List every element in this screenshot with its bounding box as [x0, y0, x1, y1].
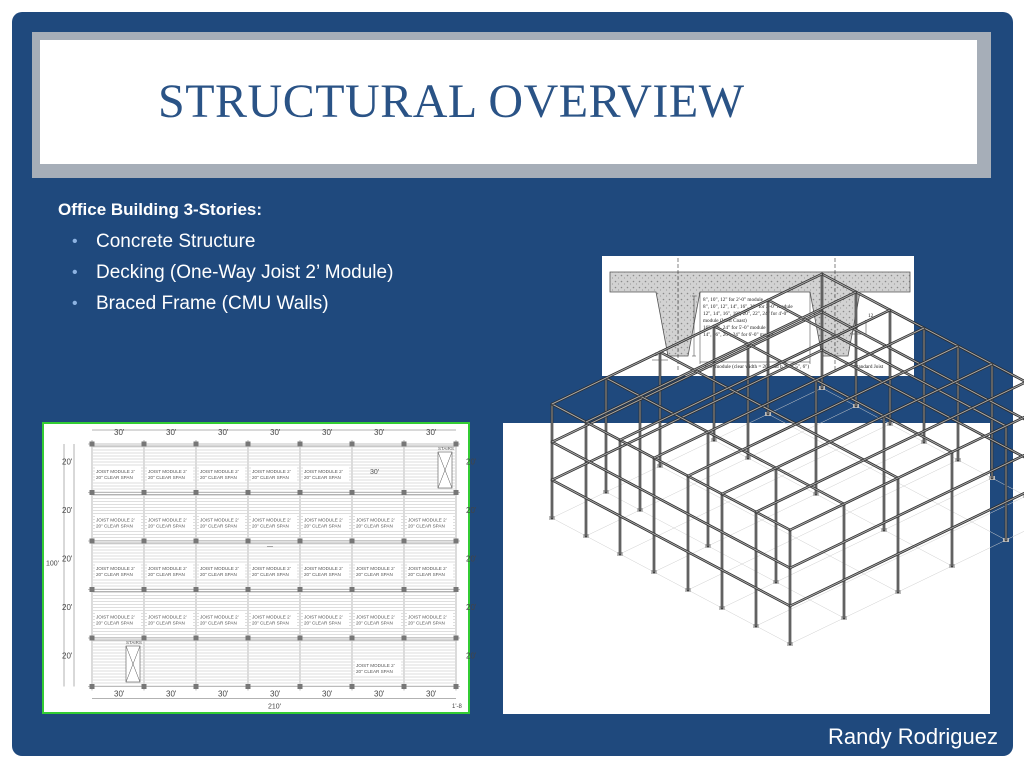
- depth-note-5: 16", 20", 24" for 5'-0" module: [703, 325, 766, 331]
- joist-span-label: 20" CLEAR SPAN: [356, 620, 393, 626]
- stairs-label: STAIRS: [126, 640, 142, 645]
- joist-module-label: JOIST MODULE 2': [356, 566, 395, 571]
- joist-span-label: 20" CLEAR SPAN: [408, 523, 445, 529]
- joist-module-label: JOIST MODULE 2': [96, 566, 135, 571]
- slope-rise-label: 12: [868, 313, 874, 319]
- bullet-heading: Office Building 3-Stories:: [58, 200, 263, 219]
- joist-module-label: JOIST MODULE 2': [148, 614, 187, 620]
- slide-title: STRUCTURAL OVERVIEW: [158, 75, 745, 128]
- joist-span-label: 20" CLEAR SPAN: [252, 620, 289, 626]
- title-box: [40, 40, 977, 164]
- plan-right-dimension: 20': [466, 457, 477, 467]
- joist-span-label: 20" CLEAR SPAN: [96, 475, 133, 480]
- joist-span-label: 20" CLEAR SPAN: [148, 475, 185, 480]
- joist-span-label: 20" CLEAR SPAN: [200, 572, 237, 577]
- joist-module-label: JOIST MODULE 2': [200, 566, 239, 571]
- bullet-dot-icon: •: [72, 295, 78, 312]
- plan-bottom-dimension: 30': [374, 689, 385, 699]
- core-marker: —: [267, 544, 273, 550]
- plan-top-dimension: 30': [322, 428, 333, 437]
- plan-right-dimension: 20': [466, 554, 477, 564]
- slope-run-label: 1: [854, 338, 857, 344]
- bullet-item: [72, 228, 393, 259]
- joist-span-label: 20" CLEAR SPAN: [252, 475, 289, 480]
- joist-module-label: JOIST MODULE 2': [200, 469, 239, 474]
- plan-scale-note: 1'-8: [452, 704, 462, 710]
- joist-module-label: JOIST MODULE 2': [96, 614, 135, 620]
- depth-note-1: 8", 10", 12" for 2'-0" module: [703, 297, 763, 303]
- joist-module-label: JOIST MODULE 2': [252, 566, 291, 571]
- plan-bottom-dimension: 30': [114, 689, 125, 699]
- module-note: 2'-0" module (clear width = 20" and b = 4", 5", 6"): [704, 364, 810, 370]
- joist-span-label: 20" CLEAR SPAN: [252, 572, 289, 577]
- joist-span-label: 20" CLEAR SPAN: [96, 523, 133, 529]
- plan-top-dimension: 30': [166, 428, 177, 437]
- plan-left-dimension: 20': [62, 602, 73, 612]
- plan-right-dimension: 20': [466, 602, 477, 612]
- bay-label: 30': [370, 469, 380, 476]
- joist-module-label: JOIST MODULE 2': [148, 517, 187, 523]
- bullet-text: Decking (One-Way Joist 2’ Module): [96, 262, 394, 283]
- ground-line: [660, 466, 898, 592]
- joist-module-label: JOIST MODULE 2': [96, 517, 135, 523]
- bullet-dot-icon: •: [72, 233, 78, 250]
- plan-left-dimension: 20': [62, 457, 73, 467]
- joist-module-label: JOIST MODULE 2': [356, 663, 395, 668]
- joist-module-label: JOIST MODULE 2': [96, 469, 135, 474]
- joist-span-label: 20" CLEAR SPAN: [148, 620, 185, 626]
- bullet-list: [72, 228, 393, 321]
- joist-module-label: JOIST MODULE 2': [200, 517, 239, 523]
- plan-bottom-dimension: 30': [166, 689, 177, 699]
- plan-top-dimension: 30': [218, 428, 229, 437]
- bullet-item: [72, 259, 393, 290]
- joist-span-label: 20" CLEAR SPAN: [304, 523, 341, 529]
- joist-span-label: 20" CLEAR SPAN: [356, 572, 393, 577]
- joist-span-label: 20" CLEAR SPAN: [96, 572, 133, 577]
- bullet-text: Concrete Structure: [96, 231, 256, 252]
- plan-overall-height: 100': [46, 560, 60, 568]
- joist-span-label: 20" CLEAR SPAN: [304, 475, 341, 480]
- joist-span-label: 20" CLEAR SPAN: [200, 475, 237, 480]
- depth-note-4: module (West Coast): [703, 318, 747, 324]
- plan-bottom-dimension: 30': [322, 689, 333, 699]
- joist-module-label: JOIST MODULE 2': [252, 517, 291, 523]
- plan-top-dimension: 30': [270, 428, 281, 437]
- joist-span-label: 20" CLEAR SPAN: [252, 523, 289, 529]
- plan-top-dimension: 30': [114, 428, 125, 437]
- joist-span-label: 20" CLEAR SPAN: [356, 669, 393, 674]
- plan-top-dimension: 30': [374, 428, 385, 437]
- ground-line: [756, 496, 1024, 626]
- plan-bottom-dimension: 30': [218, 689, 229, 699]
- plan-top-dimension: 30': [426, 428, 437, 437]
- joist-module-label: JOIST MODULE 2': [148, 469, 187, 474]
- joist-module-label: JOIST MODULE 2': [200, 614, 239, 620]
- steel-beam: [790, 476, 1024, 606]
- plan-bottom-dimension: 30': [426, 689, 437, 699]
- plan-left-dimension: 20': [62, 505, 73, 515]
- ground-line: [790, 514, 1024, 644]
- steel-frame-3d-figure: [503, 423, 990, 714]
- standard-joist-label: Standard Joist: [854, 364, 884, 370]
- floor-plan-figure: [42, 422, 477, 714]
- joist-span-label: 20" CLEAR SPAN: [304, 620, 341, 626]
- joist-module-label: JOIST MODULE 2': [304, 566, 343, 571]
- joist-module-label: JOIST MODULE 2': [252, 614, 291, 620]
- depth-note-3: 12", 14", 16", 18", 20", 22", 24" for 4'-0": [703, 311, 789, 317]
- joist-span-label: 20" CLEAR SPAN: [356, 523, 393, 529]
- stairs-label: STAIRS: [438, 446, 454, 451]
- plan-right-dimension: 20': [466, 505, 477, 515]
- bullet-dot-icon: •: [72, 264, 78, 281]
- plan-bottom-dimension: 30': [270, 689, 281, 699]
- plan-overall-width: 210': [268, 703, 282, 711]
- joist-span-label: 20" CLEAR SPAN: [408, 572, 445, 577]
- plan-left-dimension: 20': [62, 554, 73, 564]
- steel-beam-highlight: [552, 480, 790, 606]
- bullet-text: Braced Frame (CMU Walls): [96, 293, 329, 314]
- joist-module-label: JOIST MODULE 2': [356, 517, 395, 523]
- joist-module-label: JOIST MODULE 2': [408, 517, 447, 523]
- joist-module-label: JOIST MODULE 2': [252, 469, 291, 474]
- joist-span-label: 20" CLEAR SPAN: [148, 523, 185, 529]
- depth-note-2: 8", 10", 12", 14", 16", 20" for 3'-0" module: [703, 304, 793, 310]
- presenter-name: Randy Rodriguez: [828, 724, 998, 749]
- joist-module-label: JOIST MODULE 2': [356, 614, 395, 620]
- joist-module-label: JOIST MODULE 2': [408, 566, 447, 571]
- joist-span-label: 20" CLEAR SPAN: [200, 523, 237, 529]
- floor-plan-drawing: [44, 424, 477, 712]
- joist-span-label: 20" CLEAR SPAN: [304, 572, 341, 577]
- plan-right-dimension: 20': [466, 651, 477, 661]
- joist-span-label: 20" CLEAR SPAN: [408, 620, 445, 626]
- joist-span-label: 20" CLEAR SPAN: [96, 620, 133, 626]
- joist-span-label: 20" CLEAR SPAN: [200, 620, 237, 626]
- plan-left-dimension: 20': [62, 651, 73, 661]
- steel-frame-drawing: [503, 423, 990, 714]
- joist-module-label: JOIST MODULE 2': [304, 517, 343, 523]
- rib-width-label: b: [655, 352, 658, 358]
- joist-module-label: JOIST MODULE 2': [304, 469, 343, 474]
- joist-module-label: JOIST MODULE 2': [408, 614, 447, 620]
- bullet-item: [72, 290, 393, 321]
- depth-note-6: 14", 16", 20", 24" for 6'-0" module: [703, 332, 776, 338]
- joist-module-label: JOIST MODULE 2': [304, 614, 343, 620]
- title-band: [32, 32, 991, 178]
- steel-beam-highlight: [790, 476, 1024, 606]
- joist-module-label: JOIST MODULE 2': [148, 566, 187, 571]
- joist-span-label: 20" CLEAR SPAN: [148, 572, 185, 577]
